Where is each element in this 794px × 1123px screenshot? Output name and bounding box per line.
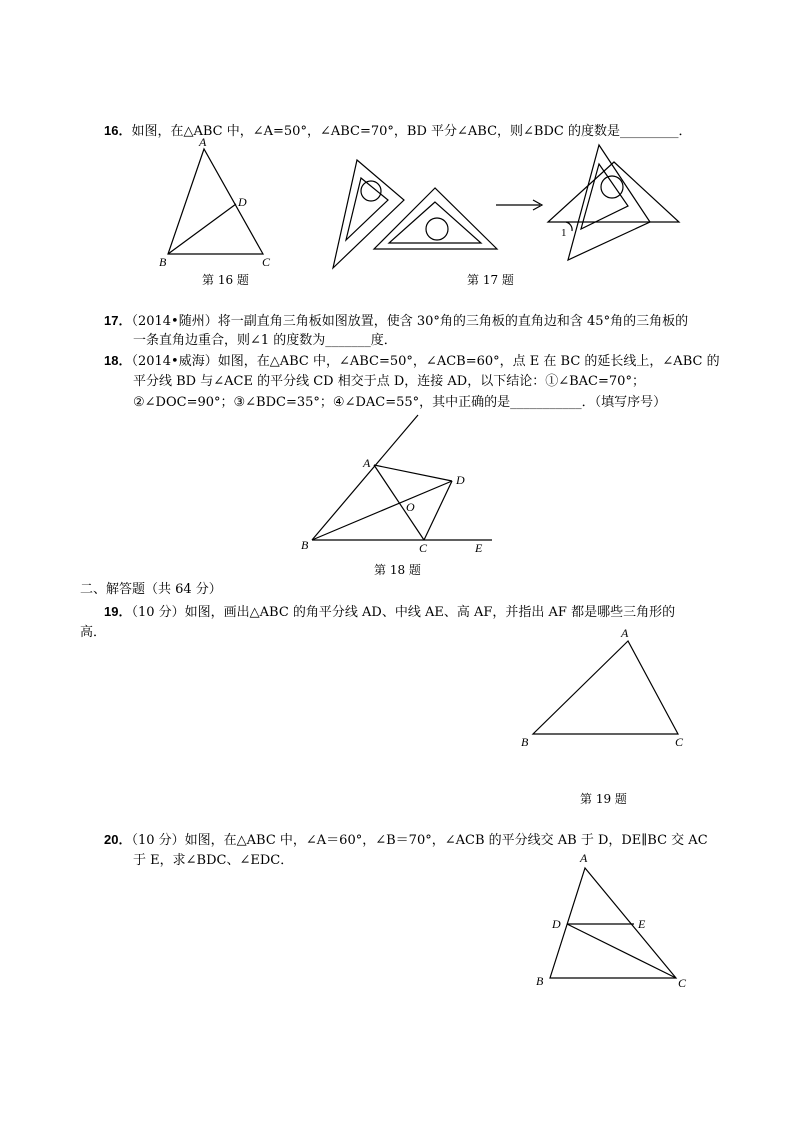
q18-number: 18．	[104, 353, 132, 368]
q19-line2: 高．	[80, 625, 107, 640]
fig17-30deg-triangle	[333, 160, 404, 268]
fig20-label-c: C	[678, 976, 687, 990]
fig18-label-a: A	[363, 456, 371, 470]
q17-line2: 一条直角边重合，则∠1 的度数为_______度．	[133, 333, 397, 348]
fig17-45deg-hole	[426, 218, 448, 240]
fig16-label-b: B	[159, 255, 167, 269]
q17-stem-line1: （2014•随州）将一副直角三角板如图放置，使含 30°角的三角板的直角边和含 45°角的三角板的	[131, 314, 689, 329]
fig20-segment-dc	[567, 924, 676, 978]
figure-18	[312, 415, 492, 540]
fig19-label-b: B	[521, 735, 529, 749]
fig20-triangle-abc	[550, 868, 676, 978]
fig17-combined-30deg	[568, 145, 650, 260]
q16-answer-blank[interactable]: _________	[619, 124, 679, 139]
q20-stem-line1: （10 分）如图，在△ABC 中，∠A＝60°，∠B＝70°，∠ACB 的平分线交 AB 于 D，DE∥BC 交 AC	[131, 833, 708, 848]
fig18-segment-ad	[374, 465, 452, 481]
fig17-angle-1-arc	[566, 222, 572, 231]
fig17-combined-inner	[581, 164, 628, 229]
fig19-label-a: A	[621, 626, 629, 640]
figure-20	[550, 868, 676, 978]
fig18-label-o: O	[406, 500, 415, 514]
fig20-label-b: B	[536, 974, 544, 988]
figure-16	[168, 149, 263, 254]
fig17-angle-label: 1	[561, 227, 567, 239]
figure-19	[533, 641, 678, 734]
fig16-triangle-abc	[168, 149, 263, 254]
fig17-caption: 第 17 题	[467, 273, 514, 287]
figure-17	[333, 145, 679, 268]
section2-title: 二、解答题（共 64 分）	[80, 582, 222, 597]
fig17-45deg-inner	[389, 202, 481, 243]
q16-number: 16．	[104, 123, 132, 138]
q20-line1	[104, 832, 708, 849]
q19-number: 19．	[104, 604, 132, 619]
fig19-label-c: C	[675, 735, 684, 749]
fig19-caption: 第 19 题	[580, 792, 627, 806]
q16-end: ．	[678, 124, 692, 139]
fig16-label-a: A	[199, 135, 207, 149]
fig20-label-a: A	[580, 851, 588, 865]
q17-line1	[104, 313, 688, 330]
q19-stem-line1: （10 分）如图，画出△ABC 的角平分线 AD、中线 AE、高 AF，并指出 AF 都是哪些三角形的	[131, 605, 676, 620]
q18-line3: ②∠DOC=90°；③∠BDC=35°；④∠DAC=55°，其中正确的是___________．（填写序号）	[133, 395, 667, 410]
fig19-triangle-abc	[533, 641, 678, 734]
fig18-segment-cd	[424, 481, 452, 540]
fig18-segment-ba-extended	[312, 415, 418, 540]
fig16-label-c: C	[262, 255, 271, 269]
fig18-label-e: E	[475, 541, 483, 555]
q20-number: 20．	[104, 832, 132, 847]
fig17-30deg-inner	[346, 178, 388, 240]
fig17-30deg-hole	[361, 181, 381, 201]
fig18-label-d: D	[456, 473, 465, 487]
fig16-label-d: D	[238, 195, 247, 209]
q17-number: 17．	[104, 313, 132, 328]
q18-line1	[104, 353, 720, 370]
fig20-label-d: D	[552, 917, 561, 931]
fig18-label-c: C	[419, 541, 428, 555]
q18-stem-line1: （2014•威海）如图，在△ABC 中，∠ABC=50°，∠ACB=60°，点 E 在 BC 的延长线上，∠ABC 的	[131, 354, 720, 369]
q18-line2: 平分线 BD 与∠ACE 的平分线 CD 相交于点 D，连接 AD，以下结论：①∠BAC=70°；	[133, 374, 645, 389]
q20-line2: 于 E，求∠BDC、∠EDC．	[133, 853, 294, 868]
fig18-label-b: B	[301, 538, 309, 552]
fig18-segment-ac	[374, 465, 424, 540]
q16-stem: 如图，在△ABC 中，∠A=50°，∠ABC=70°，BD 平分∠ABC，则∠BDC 的度数是	[131, 124, 620, 139]
fig20-label-e: E	[638, 917, 646, 931]
fig16-caption: 第 16 题	[202, 273, 249, 287]
q19-line1	[104, 604, 675, 621]
fig17-combined-hole	[601, 176, 623, 198]
fig16-segment-bd	[168, 204, 236, 254]
fig18-segment-bd	[312, 481, 452, 540]
fig18-caption: 第 18 题	[374, 563, 421, 577]
